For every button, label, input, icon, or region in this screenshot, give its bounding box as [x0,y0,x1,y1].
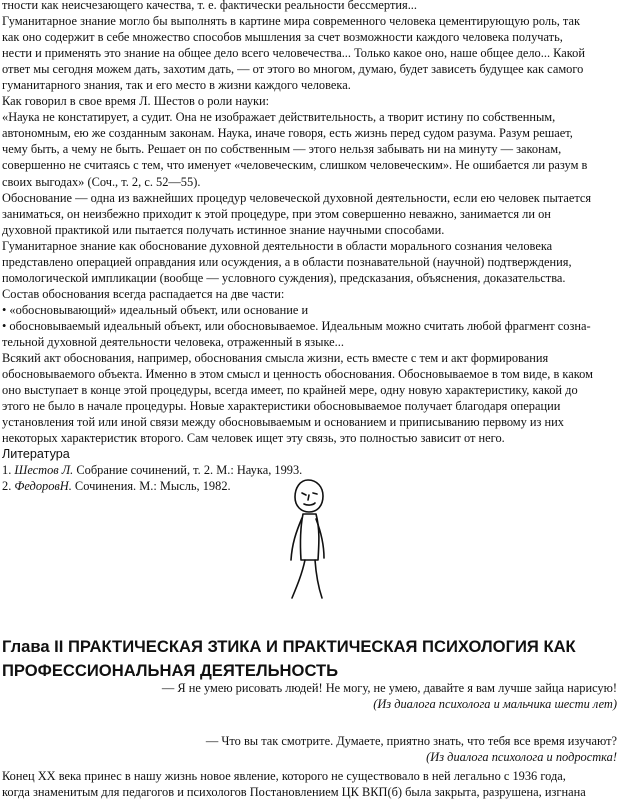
chapter-title [2,635,618,683]
text-line: Обоснование — одна из важнейших процедур человеческой духовной деятельности, если ею человек пытается [2,190,592,205]
reference-number: 1. [2,463,15,478]
quote-line: совершенно не считаясь с тем, что именует «человеческим, слишком человеческим». Не ошибается ли разум в [2,158,588,173]
reference-details: Собрание сочинений, т. 2. М.: Наука, 1993. [73,463,303,478]
chapter-title-line: Глава II ПРАКТИЧЕСКАЯ ЗТИКА И ПРАКТИЧЕСКАЯ ПСИХОЛОГИЯ КАК [2,637,576,656]
text-line: нести и применять это знание на общее дело всего человечества... Только какое оно, наше общее дело... Какой [2,46,585,61]
epigraphs [17,680,617,765]
text-line: Всякий акт обоснования, например, обоснования смысла жизни, есть вместе с тем и акт формирования [2,351,549,366]
text-line: гуманитарного знания, так и его место в жизни каждого человека. [2,78,351,93]
quote-line: чему быть, а чему не быть. Решает он по собственным — этого нельзя забывать ни на минуту — законам, [2,142,562,157]
text-line: тности как неисчезающего качества, т. е. фактически реальности бессмертия... [2,0,417,12]
body-text [2,0,618,494]
text-line: Гуманитарное знание могло бы выполнять в картине мира современного человека цементирующую роль, так [2,14,581,29]
chapter-intro-text [2,768,618,800]
reference-author: ФедоровН. [14,479,72,494]
quote-line: автономным, ею же созданным законам. Наука, иначе говоря, есть жизнь перед судом разума. Разум решает, [2,126,573,141]
epigraph-quote: — Что вы так смотрите. Думаете, приятно знать, что тебя все время изучают? [205,734,617,749]
text-line: оно выступает в конце этой процедуры, всегда имеет, по крайней мере, одну новую характеристику, какой до [2,383,578,398]
text-line: ответ мы сегодня можем дать, захотим дать, — от этого во многом, думаю, будет зависеть будущее как самого [2,62,584,77]
text-line: Конец XX века принес в нашу жизнь новое явление, которого не существовало в ней легально с 1936 года, [2,769,566,783]
text-line: помологической импликации (вообще — условного суждения), предсказания, объяснения, доказательства. [2,270,566,285]
text-line: Состав обоснования всегда распадается на две части: [2,286,285,301]
epigraph-source: (Из диалога психолога и мальчика шести лет) [373,697,617,712]
text-line: некоторых характеристик второго. Сам человек ищет эту связь, это полностью зависит от него. [2,431,505,446]
text-line: Как говорил в свое время Л. Шестов о роли науки: [2,94,270,109]
stick-figure-icon [278,474,344,606]
literature-heading: Литература [2,447,70,462]
text-line: тельной духовной деятельности человека, отраженный в языке... [2,334,344,349]
text-line: обосновываемого объекта. Именно в этом смысл и ценность обоснования. Обосновываемое в том виде, в каком [2,367,593,382]
text-line: установления той или иной связи между обосновываемым и основанием и приписыванию первому из них [2,415,565,430]
epigraph-quote: — Я не умею рисовать людей! Не могу, не умею, давайте я вам лучше зайца нарисую! [161,681,617,695]
text-line: духовной практикой или пытается получать истинное знание научными способами. [2,222,445,237]
bullet-line: • обосновываемый идеальный объект, или обосновываемое. Идеальным можно считать любой фрагмент созна- [2,318,591,333]
bullet-line: • «обосновывающий» идеальный объект, или основание и [2,302,309,317]
quote-line: своих выгодах» (Соч., т. 2, с. 52—55). [2,174,201,189]
quote-line: «Наука не констатирует, а судит. Она не изображает действительность, а творит истину по собственным, [2,110,556,125]
text-line: представлено операцией оправдания или осуждения, а в области познавательной (научной) подтверждения, [2,254,572,269]
reference-author: Шестов Л. [14,463,74,478]
chapter-title-line: ПРОФЕССИОНАЛЬНАЯ ДЕЯТЕЛЬНОСТЬ [2,661,339,680]
text-line: этого не было в начале процедуры. Новые характеристики обосновываемое получает благодаря операции [2,399,561,414]
text-line: когда знаменитым для педагогов и психологов Постановлением ЦК ВКП(б) была закрыта, разрушена, изгнана [2,785,586,800]
reference-details: Сочинения. М.: Мысль, 1982. [71,479,231,494]
text-line: как оно содержит в себе множество способов мышления за счет возможности каждого человека получать, [2,30,563,45]
text-line: Гуманитарное знание как обоснование духовной деятельности в области морального сознания человека [2,238,553,253]
epigraph-source: (Из диалога психолога и подростка! [426,750,617,765]
text-line: заниматься, он неизбежно приходит к этой процедуре, при этом совершенно неважно, занимается ли он [2,206,551,221]
reference-number: 2. [2,479,15,494]
